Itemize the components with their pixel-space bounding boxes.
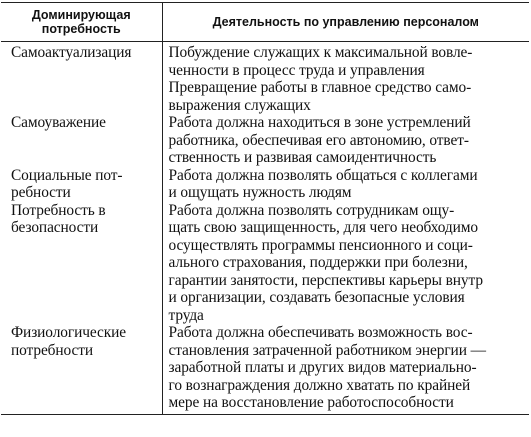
table-row [1,167,529,202]
activity-text-line: мере на восстановление работоспособности [168,394,454,411]
activity-cell [162,202,529,325]
activity-text-line: Превращение работы в главное средство само- [168,79,472,96]
need-text-line: ребности [11,184,71,201]
need-cell [1,42,162,115]
activity-text-line: го вознаграждения должно хватать по крайней [168,376,471,394]
activity-text-line: щать свою защищенность, для чего необходимо [168,219,478,236]
need-text-line: безопасности [11,219,99,236]
need-cell [1,167,162,202]
activity-cell [162,42,529,115]
activity-text-line: ченности в процесс труда и управления [168,61,425,79]
activity-text-line: труда [168,306,204,324]
need-text-line: потребности [11,341,94,359]
activity-text-line: Работа должна обеспечивать возможность вос- [168,324,473,341]
table-row [1,42,529,115]
table-row [1,324,529,414]
activity-cell [162,324,529,414]
need-text-line: Самоуважение [11,114,106,131]
need-text-line: Физиологические [11,324,126,341]
header-dominant-need [1,3,162,42]
activity-text-line: ального страхования, поддержки при болезни, [168,254,468,271]
activity-text-line: и организации, создавать безопасные условия [168,289,465,306]
table-row [1,202,529,325]
activity-text-line: и ощущать нужность людям [168,184,352,201]
activity-cell [162,114,529,167]
activity-text-line: Побуждение служащих к максимальной вовле- [168,44,473,61]
header-col1-line1: Доминирующая [31,8,131,22]
header-col1-line2: потребность [41,22,121,36]
activity-text-line: выражения служащих [168,96,311,114]
activity-cell [162,167,529,202]
table-body [1,42,529,415]
need-text-line: Самоактуализация [11,44,132,61]
activity-text-line: работника, обеспечивая его автономию, ответ- [168,131,469,149]
activity-text-line: Работа должна позволять сотрудникам ощу- [168,201,455,219]
activity-text-line: Работа должна позволять общаться с коллегами [168,166,478,184]
need-cell [1,114,162,167]
need-cell [1,202,162,325]
header-hr-activity: Деятельность по управлению персоналом [162,3,529,42]
need-text-line: Потребность в [11,201,106,219]
activity-text-line: Работа должна находиться в зоне устремлений [168,114,471,131]
need-text-line: Социальные пот- [11,166,123,184]
needs-management-table [1,2,529,415]
activity-text-line: заработной платы и других видов материально- [168,359,477,376]
table-header-row [1,3,529,42]
need-cell [1,324,162,414]
table-row [1,114,529,167]
activity-text-line: гарантии занятости, перспективы карьеры внутр [168,271,483,289]
activity-text-line: ственность и развивая самоидентичность [168,149,437,166]
activity-text-line: становления затраченной работником энергии — [168,341,486,359]
activity-text-line: осуществлять программы пенсионного и соци- [168,236,473,254]
